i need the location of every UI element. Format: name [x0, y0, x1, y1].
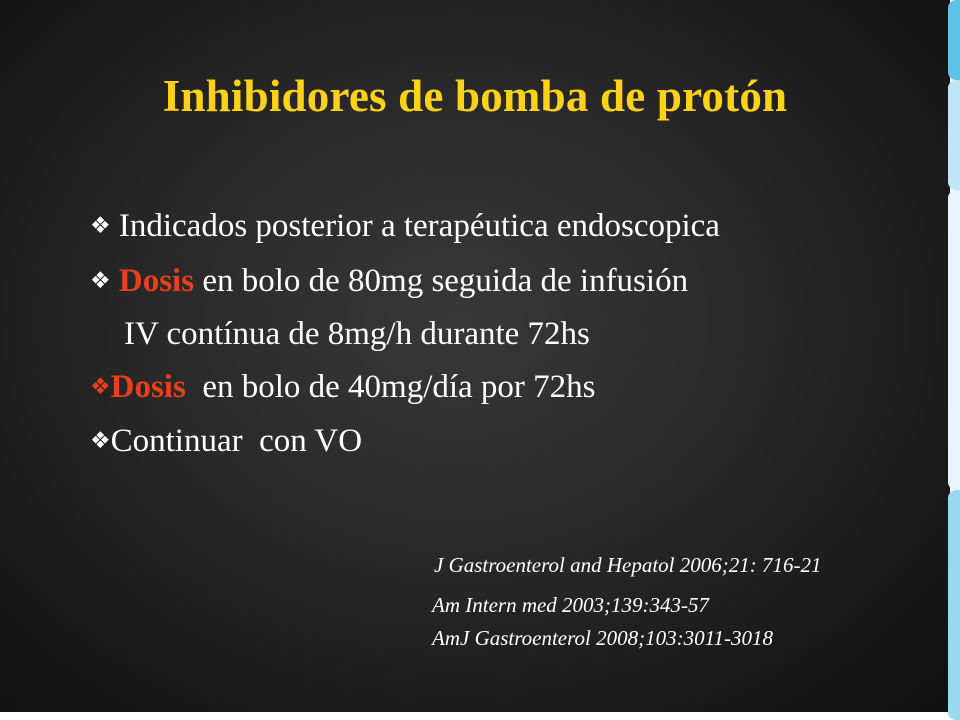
bullet-item-3	[90, 367, 596, 407]
bullet-item-2-continuation: IV contínua de 8mg/h durante 72hs	[124, 316, 590, 352]
bullet-item-1	[90, 206, 720, 246]
bullet-text: en bolo de 80mg seguida de infusión	[194, 263, 689, 299]
bullet-text: Indicados posterior a terapéutica endoscopica	[110, 208, 720, 244]
slide-title: Inhibidores de bomba de protón	[162, 71, 788, 121]
edge-wave	[948, 80, 960, 190]
slide-edge-decoration	[946, 0, 960, 720]
bullet-text: Continuar con VO	[110, 423, 363, 459]
diamond-bullet-icon: ❖	[90, 428, 111, 454]
bullet-text: en bolo de 40mg/día por 72hs	[185, 369, 596, 405]
bullet-highlight: Dosis	[118, 263, 195, 299]
diamond-bullet-icon: ❖	[90, 374, 111, 400]
reference-3: AmJ Gastroenterol 2008;103:3011-3018	[432, 626, 774, 650]
reference-1: J Gastroenterol and Hepatol 2006;21: 716-21	[434, 553, 822, 577]
edge-wave	[948, 190, 960, 490]
diamond-bullet-icon: ❖	[90, 213, 111, 239]
edge-wave	[948, 490, 960, 720]
diamond-bullet-icon: ❖	[90, 268, 111, 294]
bullet-highlight: Dosis	[110, 369, 186, 405]
bullet-item-2	[90, 261, 688, 301]
reference-2: Am Intern med 2003;139:343-57	[432, 593, 710, 617]
bullet-item-4	[90, 421, 362, 461]
edge-wave	[948, 0, 960, 80]
